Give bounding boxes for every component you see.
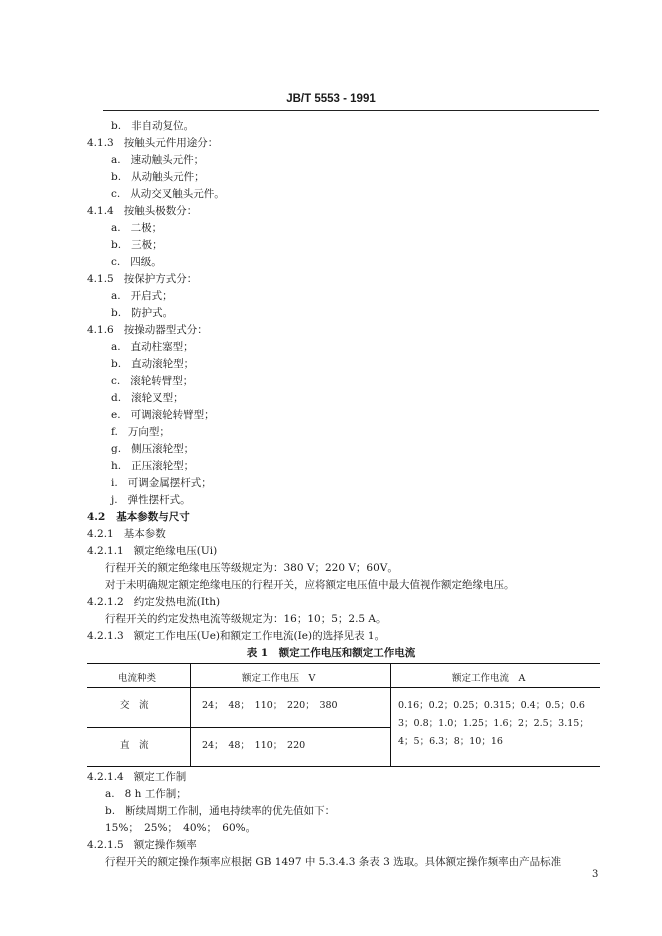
table-cell-type: 直 流 xyxy=(120,740,149,751)
section-heading: 4.2.1.5 额定操作频率 xyxy=(87,839,197,851)
section-heading: 4.1.6 按操动器型式分： xyxy=(87,324,208,336)
list-item: f. 万向型； xyxy=(111,426,170,438)
list-item: b. 非自动复位。 xyxy=(111,120,195,132)
paragraph: 对于未明确规定额定绝缘电压的行程开关，应将额定电压值中最大值视作额定绝缘电压。 xyxy=(105,579,515,591)
paragraph: 15%； 25%； 40%； 60%。 xyxy=(105,822,257,834)
section-heading: 4.1.5 按保护方式分： xyxy=(87,273,198,285)
table-rule xyxy=(390,663,391,766)
list-item: c. 滚轮转臂型； xyxy=(111,375,194,387)
table-cell-voltage: 24； 48； 110； 220； 380 xyxy=(202,700,338,711)
list-item: a. 开启式； xyxy=(111,290,173,302)
list-item: b. 直动滚轮型； xyxy=(111,358,195,370)
section-heading: 4.2.1.1 额定绝缘电压(Ui) xyxy=(87,545,218,557)
header-rule xyxy=(103,110,599,111)
section-heading: 4.2.1 基本参数 xyxy=(87,528,166,540)
section-heading: 4.2.1.2 约定发热电流(Ith) xyxy=(87,596,221,608)
table-rule xyxy=(87,766,600,767)
section-heading: 4.2.1.4 额定工作制 xyxy=(87,771,187,783)
list-item: a. 二极； xyxy=(111,222,163,234)
list-item: b. 从动触头元件； xyxy=(111,171,205,183)
table-rule xyxy=(190,663,191,766)
table-header-current: 额定工作电流 A xyxy=(452,673,526,684)
table-cell-type: 交 流 xyxy=(120,700,149,711)
table-rule xyxy=(87,687,600,688)
list-item: a. 8 h 工作制； xyxy=(105,788,187,800)
list-item: b. 断续周期工作制，通电持续率的优先值如下： xyxy=(105,805,336,817)
table-title: 表 1 额定工作电压和额定工作电流 xyxy=(246,647,416,659)
list-item: h. 正压滚轮型； xyxy=(111,460,195,472)
list-item: b. 防护式。 xyxy=(111,307,174,319)
table-header-type: 电流种类 xyxy=(118,673,157,684)
list-item: a. 直动柱塞型； xyxy=(111,341,194,353)
page-number: 3 xyxy=(592,869,599,880)
section-heading: 4.1.4 按触头极数分： xyxy=(87,205,198,217)
paragraph: 行程开关的额定操作频率应根据 GB 1497 中 5.3.4.3 条表 3 选取。具体额定操作频率由产品标准 xyxy=(105,856,562,868)
paragraph: 行程开关的约定发热电流等级规定为：16；10；5；2.5 A。 xyxy=(105,613,387,625)
list-item: j. 弹性摆杆式。 xyxy=(111,494,191,506)
list-item: e. 可调滚轮转臂型； xyxy=(111,409,215,421)
table-header-voltage: 额定工作电压 V xyxy=(242,673,316,684)
list-item: c. 四级。 xyxy=(111,256,162,268)
list-item: c. 从动交叉触头元件。 xyxy=(111,188,225,200)
table-cell-voltage: 24； 48； 110； 220 xyxy=(202,740,306,751)
list-item: g. 侧压滚轮型； xyxy=(111,443,195,455)
list-item: a. 速动触头元件； xyxy=(111,154,205,166)
section-heading: 4.1.3 按触头元件用途分： xyxy=(87,137,219,149)
list-item: i. 可调金属摆杆式； xyxy=(111,477,212,489)
page-header: JB/T 5553 - 1991 xyxy=(286,93,376,105)
section-heading: 4.2.1.3 额定工作电压(Ue)和额定工作电流(Ie)的选择见表 1。 xyxy=(87,630,386,642)
list-item: d. 滚轮叉型； xyxy=(111,392,184,404)
paragraph: 行程开关的额定绝缘电压等级规定为：380 V；220 V；60V。 xyxy=(105,562,398,574)
list-item: b. 三极； xyxy=(111,239,163,251)
table-rule xyxy=(87,727,390,728)
table-rule xyxy=(87,663,600,664)
table-cell-current: 0.16；0.2；0.25；0.315；0.4；0.5；0.63；0.8；1.0；1.25；1.6；2；2.5；3.15；4；5；6.3；8；10；16 xyxy=(398,700,589,747)
section-heading: 4.2 基本参数与尺寸 xyxy=(87,511,190,523)
